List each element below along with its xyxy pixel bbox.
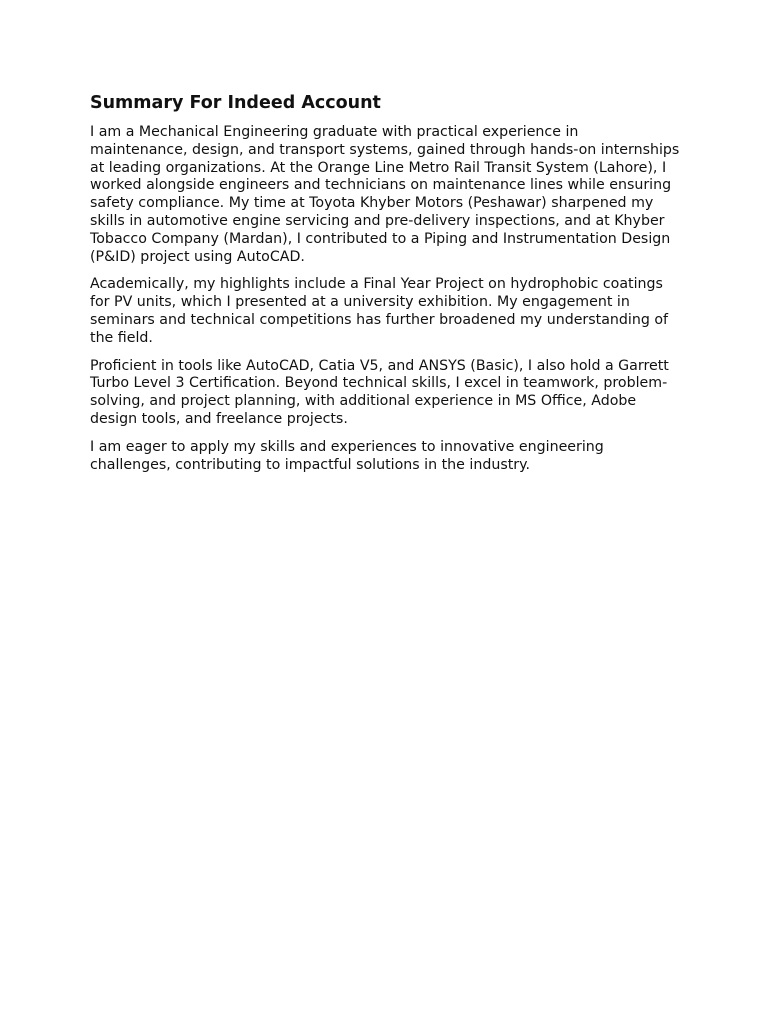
- paragraph-academics: Academically, my highlights include a Final Year Project on hydrophobic coatings for PV units, which I presented at a university exhibition. My engagement in seminars and technical competitions has further broadened my understanding of the field.: [90, 276, 669, 346]
- document-title: Summary For Indeed Account: [90, 93, 381, 113]
- paragraph-skills: Proficient in tools like AutoCAD, Catia V5, and ANSYS (Basic), I also hold a Garrett Turbo Level 3 Certification. Beyond technical skills, I excel in teamwork, problem-solving, and project planning, with additional experience in MS Office, Adobe design tools, and freelance projects.: [90, 357, 669, 427]
- paragraph-closing: I am eager to apply my skills and experiences to innovative engineering challenges, contributing to impactful solutions in the industry.: [90, 438, 604, 473]
- document-page: [90, 92, 680, 484]
- paragraph-experience: I am a Mechanical Engineering graduate with practical experience in maintenance, design, and transport systems, gained through hands-on internships at leading organizations. At the Orange Line Metro Rail Transit System (Lahore), I worked alongside engineers and technicians on maintenance lines while ensuring safety compliance. My time at Toyota Khyber Motors (Peshawar) sharpened my skills in automotive engine servicing and pre-delivery inspections, and at Khyber Tobacco Company (Mardan), I contributed to a Piping and Instrumentation Design (P&ID) project using AutoCAD.: [90, 124, 680, 265]
